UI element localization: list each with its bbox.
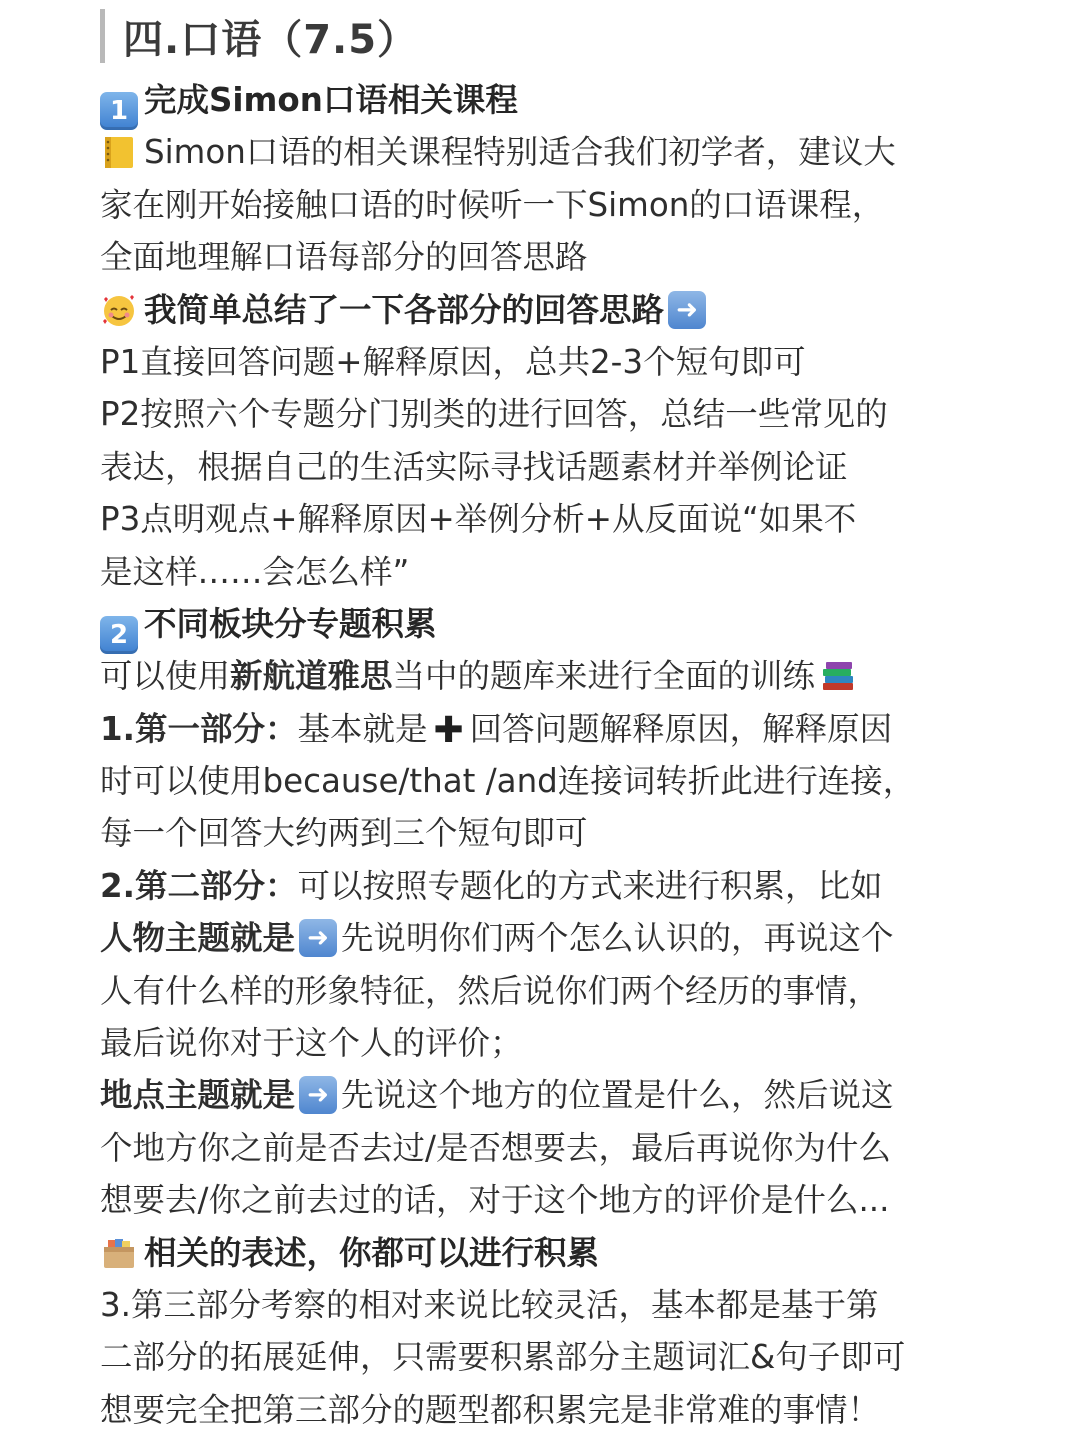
right-arrow-icon: [299, 1076, 337, 1114]
title-bar: [100, 8, 418, 64]
heavy-plus-icon: ✚: [433, 709, 464, 751]
place-label: 地点主题就是: [100, 1076, 296, 1115]
person-line-2: 人有什么样的形象特征，然后说你们两个经历的事情，: [100, 971, 881, 1010]
section-1-heading-text: 完成Simon口语相关课程: [144, 81, 518, 119]
part-3-line-3: 想要完全把第三部分的题型都积累完是非常难的事情！: [100, 1390, 881, 1429]
place-line-1: [100, 1069, 1000, 1121]
keycap-1-icon: 1: [100, 92, 138, 130]
section-1-line-1: [100, 126, 1000, 178]
section-1-line-3: 全面地理解口语每部分的回答思路: [100, 238, 588, 277]
page-title: 四.口语（7.5）: [123, 16, 419, 63]
section-2-heading: [100, 598, 1000, 650]
note-content: [100, 74, 1000, 1436]
part-3-line-1: 3.第三部分考察的相对来说比较灵活，基本都是基于第: [100, 1285, 879, 1324]
books-icon: [819, 657, 857, 695]
part-1-line-2: 时可以使用because/that /and连接词转折此进行连接，: [100, 762, 916, 801]
part-1-line-3: 每一个回答大约两到三个短句即可: [100, 814, 588, 853]
title-rule: [100, 9, 105, 63]
right-arrow-icon: [299, 919, 337, 957]
place-line-3: 想要去/你之前去过的话，对于这个地方的评价是什么...: [100, 1181, 890, 1220]
section-2-heading-text: 不同板块分专题积累: [144, 604, 437, 643]
person-line-3: 最后说你对于这个人的评价；: [100, 1024, 523, 1063]
place-line-2: 个地方你之前是否去过/是否想要去，最后再说你为什么: [100, 1128, 891, 1167]
part-3-line-2: 二部分的拓展延伸，只需要积累部分主题词汇&句子即可: [100, 1338, 906, 1377]
person-line-1: [100, 912, 1000, 964]
p1-line: P1直接回答问题+解释原因，总共2-3个短句即可: [100, 342, 806, 381]
part-2-label: 2.第二部分：: [100, 866, 298, 905]
section-1-text-1: Simon口语的相关课程特别适合我们初学者，建议大: [144, 133, 896, 172]
p3-line-1: P3点明观点+解释原因+举例分析+从反面说“如果不: [100, 500, 857, 539]
summary-heading-text: 我简单总结了一下各部分的回答思路: [144, 290, 665, 329]
part-1-line-1: [100, 703, 1000, 755]
related-heading-text: 相关的表述，你都可以进行积累: [144, 1233, 600, 1272]
section-1-heading: [100, 74, 1000, 126]
card-file-box-icon: [100, 1234, 138, 1272]
s2-l1-bold: 新航道雅思: [230, 657, 393, 696]
section-1-line-2: 家在刚开始接触口语的时候听一下Simon的口语课程，: [100, 185, 885, 224]
p3-line-2: 是这样……会怎么样”: [100, 552, 410, 591]
section-2-line-1: [100, 650, 1000, 702]
s2-l1-post: 当中的题库来进行全面的训练: [392, 657, 816, 696]
related-heading: [100, 1227, 1000, 1279]
person-text-1: 先说明你们两个怎么认识的，再说这个: [341, 919, 894, 958]
part-1-text-b: 回答问题解释原因，解释原因: [469, 709, 893, 748]
part-1-text-a: 基本就是: [297, 709, 428, 748]
p2-line-2: 表达，根据自己的生活实际寻找话题素材并举例论证: [100, 447, 848, 486]
keycap-2-icon: 2: [100, 616, 138, 654]
smiling-face-with-hearts-icon: [100, 291, 138, 329]
part-2-text: 可以按照专题化的方式来进行积累，比如: [297, 866, 883, 905]
part-1-label: 1.第一部分：: [100, 709, 298, 748]
person-label: 人物主题就是: [100, 919, 296, 958]
place-text-1: 先说这个地方的位置是什么，然后说这: [341, 1076, 894, 1115]
part-2-line-1: [100, 860, 1000, 912]
p2-line-1: P2按照六个专题分门别类的进行回答，总结一些常见的: [100, 395, 888, 434]
s2-l1-pre: 可以使用: [100, 657, 231, 696]
summary-heading: [100, 284, 1000, 336]
ledger-icon: [100, 133, 138, 171]
right-arrow-icon: [668, 291, 706, 329]
